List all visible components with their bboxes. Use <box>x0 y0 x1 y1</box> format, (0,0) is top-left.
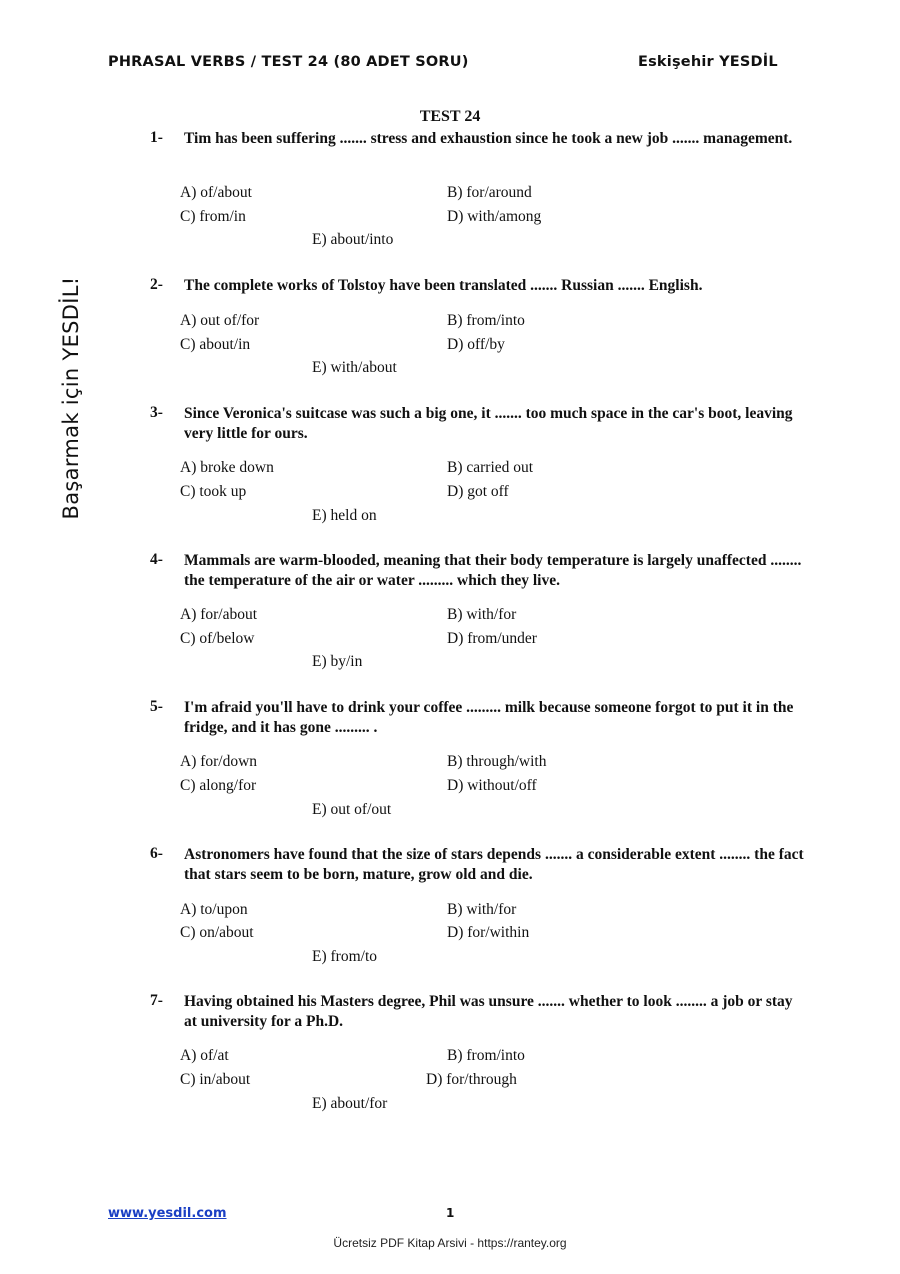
website-link[interactable]: www.yesdil.com <box>108 1206 227 1221</box>
question-number: 5- <box>150 698 163 715</box>
question-text: Tim has been suffering ....... stress and exhaustion since he took a new job ....... management. <box>184 130 793 147</box>
question-text: Mammals are warm-blooded, meaning that their body temperature is largely unaffected ........ the temperature of the air or water ......... which they live. <box>184 552 802 589</box>
question-number: 7- <box>150 992 163 1009</box>
question-text: I'm afraid you'll have to drink your coffee ......... milk because someone forgot to put it in the fridge, and it has gone ......... . <box>184 699 794 736</box>
option-d: D) off/by <box>447 336 505 353</box>
option-c: C) took up <box>180 483 247 500</box>
option-d: D) for/through <box>426 1071 517 1088</box>
option-b: B) with/for <box>447 901 517 918</box>
question-number: 2- <box>150 276 163 293</box>
option-a: A) of/at <box>180 1047 229 1064</box>
option-c: C) of/below <box>180 630 255 647</box>
header-title: PHRASAL VERBS / TEST 24 (80 ADET SORU) <box>108 54 469 70</box>
option-a: A) out of/for <box>180 312 260 329</box>
option-b: B) for/around <box>447 184 532 201</box>
footer-credit: Ücretsiz PDF Kitap Arsivi - https://rantey.org <box>333 1236 567 1250</box>
question-text: The complete works of Tolstoy have been translated ....... Russian ....... English. <box>184 277 703 294</box>
option-d: D) with/among <box>447 208 542 225</box>
option-d: D) from/under <box>447 630 537 647</box>
question-number: 4- <box>150 551 163 568</box>
option-d: D) for/within <box>447 924 530 941</box>
option-b: B) carried out <box>447 459 534 476</box>
option-e: E) with/about <box>312 359 397 376</box>
option-e: E) held on <box>312 507 377 524</box>
option-a: A) broke down <box>180 459 274 476</box>
question-number: 1- <box>150 129 163 146</box>
option-e: E) from/to <box>312 948 377 965</box>
question-number: 3- <box>150 404 163 421</box>
option-b: B) from/into <box>447 1047 525 1064</box>
option-e: E) about/into <box>312 231 394 248</box>
option-a: A) to/upon <box>180 901 248 918</box>
question-text: Having obtained his Masters degree, Phil was unsure ....... whether to look ........ a job or stay at university for a Ph.D. <box>184 993 793 1030</box>
option-a: A) for/about <box>180 606 258 623</box>
side-slogan: Başarmak için YESDİL! <box>59 276 83 520</box>
option-c: C) along/for <box>180 777 257 794</box>
option-e: E) by/in <box>312 653 363 670</box>
page-number: 1 <box>446 1206 455 1220</box>
option-a: A) of/about <box>180 184 252 201</box>
question-text: Since Veronica's suitcase was such a big one, it ....... too much space in the car's boot, leaving very little for ours. <box>184 405 793 442</box>
option-c: C) on/about <box>180 924 254 941</box>
option-d: D) without/off <box>447 777 537 794</box>
option-e: E) about/for <box>312 1095 388 1112</box>
option-e: E) out of/out <box>312 801 392 818</box>
option-d: D) got off <box>447 483 509 500</box>
header-publisher: Eskişehir YESDİL <box>638 54 778 70</box>
option-b: B) from/into <box>447 312 525 329</box>
option-c: C) from/in <box>180 208 246 225</box>
test-title: TEST 24 <box>419 108 481 125</box>
option-b: B) through/with <box>447 753 547 770</box>
option-c: C) in/about <box>180 1071 251 1088</box>
question-text: Astronomers have found that the size of stars depends ....... a considerable extent ........ the fact that stars seem to be born, mature, grow old and die. <box>184 846 804 883</box>
option-a: A) for/down <box>180 753 258 770</box>
question-number: 6- <box>150 845 163 862</box>
option-b: B) with/for <box>447 606 517 623</box>
option-c: C) about/in <box>180 336 251 353</box>
